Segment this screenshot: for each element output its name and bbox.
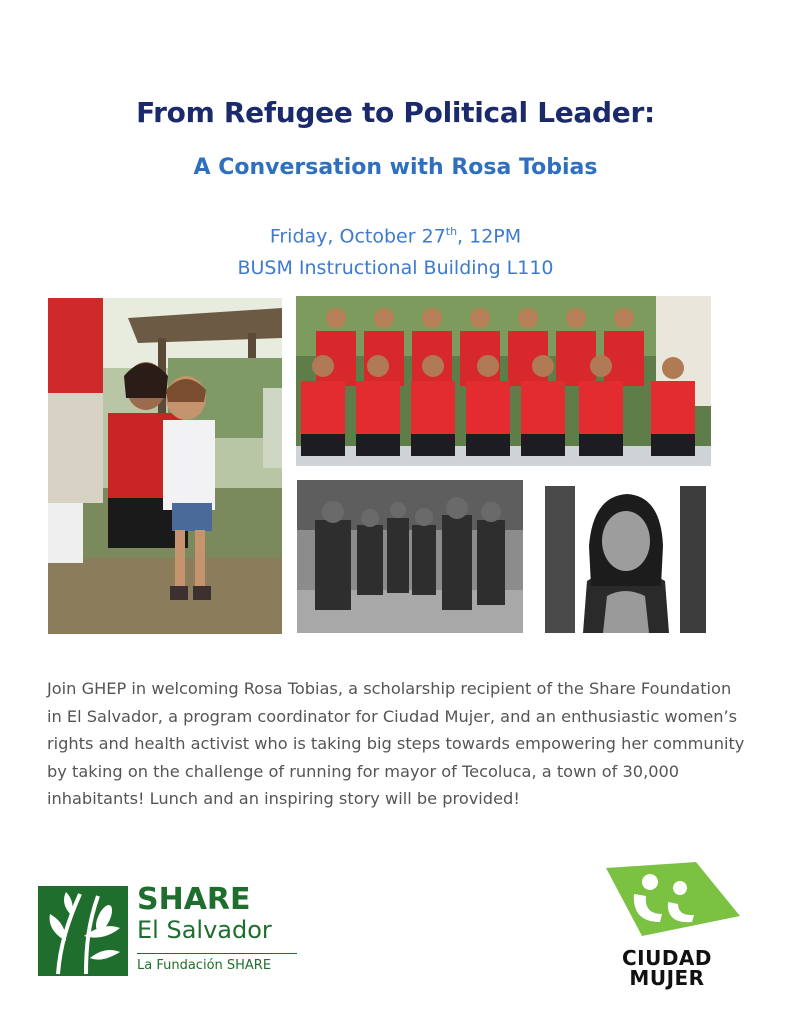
ciudad-mujer-emblem-icon [592, 862, 742, 942]
event-date-suffix: th [445, 225, 458, 238]
share-logo-divider [137, 953, 297, 954]
event-date-time [0, 216, 791, 252]
photo-portrait-rosa [545, 486, 706, 633]
share-logo-country: El Salvador [137, 916, 272, 944]
photo-historic-bw [297, 480, 523, 633]
event-details [0, 216, 791, 284]
event-time: , 12PM [457, 225, 522, 248]
share-corn-emblem-icon [38, 886, 128, 976]
event-location: BUSM Instructional Building L110 [237, 257, 554, 280]
share-logo-name: SHARE [137, 882, 251, 917]
share-logo-tagline: La Fundación SHARE [137, 958, 272, 973]
share-el-salvador-logo [38, 882, 308, 982]
photo-woman-with-child [48, 298, 282, 634]
ciudad-mujer-line2: MUJER [629, 966, 705, 990]
ciudad-mujer-line1: CIUDAD [621, 946, 713, 970]
event-date: Friday, October 27 [269, 225, 446, 248]
page-subtitle: A Conversation with Rosa Tobias [193, 155, 598, 180]
event-description: Join GHEP in welcoming Rosa Tobias, a scholarship recipient of the Share Foundation in El Salvador, a program coordinator for Ciudad Mujer, and an enthusiastic women’s rights and health activist who is taking big steps towards empowering her community by taking on the challenge of running for mayor of Tecoluca, a town of 30,000 inhabitants! Lunch and an inspiring story will be provided! [47, 679, 745, 808]
ciudad-mujer-logo [592, 862, 742, 992]
page-title: From Refugee to Political Leader: [136, 96, 655, 129]
photo-group [296, 296, 711, 466]
